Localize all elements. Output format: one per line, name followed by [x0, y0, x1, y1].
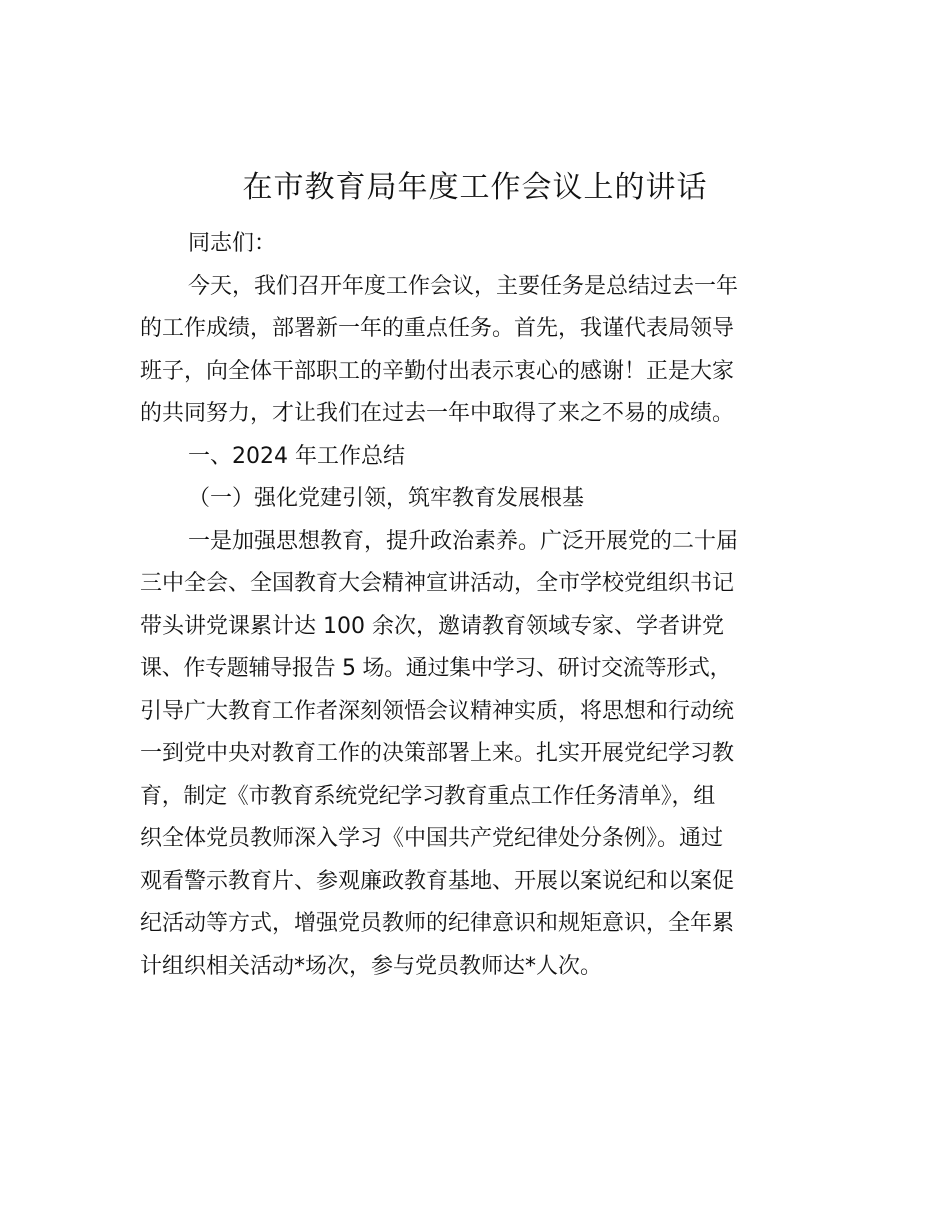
subsection-heading: （一）强化党建引领，筑牢教育发展根基 [188, 486, 585, 511]
body-line: 三中全会、全国教育大会精神宣讲活动，全市学校党组织书记 [140, 571, 735, 596]
body-line: 课、作专题辅导报告 5 场。通过集中学习、研讨交流等形式， [140, 656, 732, 681]
body-line: 带头讲党课累计达 100 余次，邀请教育领域专家、学者讲党 [140, 613, 724, 639]
body-line: 计组织相关活动*场次，参与党员教师达*人次。 [140, 953, 603, 979]
document-body [140, 223, 810, 988]
intro-line: 的工作成绩，部署新一年的重点任务。首先，我谨代表局领导 [140, 316, 735, 341]
intro-line: 班子，向全体干部职工的辛勤付出表示衷心的感谢！正是大家 [140, 358, 735, 384]
body-paragraph [140, 521, 810, 989]
body-line: 一到党中央对教育工作的决策部署上来。扎实开展党纪学习教 [140, 741, 735, 766]
salutation: 同志们： [188, 231, 277, 256]
document-title: 在市教育局年度工作会议上的讲话 [242, 170, 708, 205]
body-line: 育，制定《市教育系统党纪学习教育重点工作任务清单》，组 [140, 783, 715, 809]
subsection-heading-paragraph [140, 478, 810, 521]
body-line: 织全体党员教师深入学习《中国共产党纪律处分条例》。通过 [140, 826, 724, 851]
salutation-paragraph [140, 223, 810, 266]
body-line: 纪活动等方式，增强党员教师的纪律意识和规矩意识，全年累 [140, 911, 735, 936]
intro-line: 的共同努力，才让我们在过去一年中取得了来之不易的成绩。 [140, 401, 735, 426]
body-line: 引导广大教育工作者深刻领悟会议精神实质，将思想和行动统 [140, 698, 735, 724]
section-heading: 一、2024 年工作总结 [188, 443, 405, 469]
section-heading-paragraph [140, 436, 810, 479]
intro-line: 今天，我们召开年度工作会议，主要任务是总结过去一年 [188, 273, 739, 299]
body-line: 观看警示教育片、参观廉政教育基地、开展以案说纪和以案促 [140, 868, 735, 894]
body-line: 一是加强思想教育，提升政治素养。广泛开展党的二十届 [188, 528, 739, 554]
intro-paragraph [140, 266, 810, 436]
